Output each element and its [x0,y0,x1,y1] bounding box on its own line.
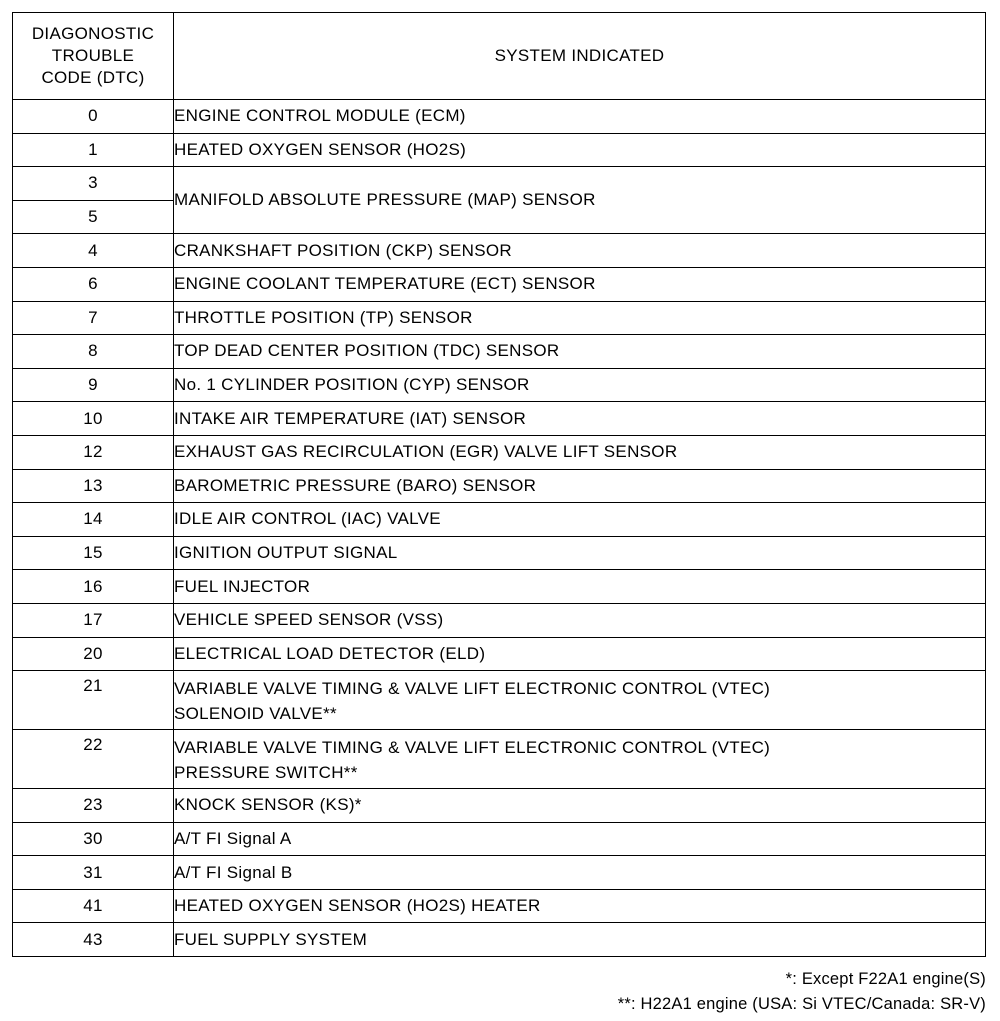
dtc-code: 12 [13,435,174,469]
table-row [13,335,986,369]
system-indicated: EXHAUST GAS RECIRCULATION (EGR) VALVE LIFT SENSOR [174,435,986,469]
header-code-line: CODE (DTC) [41,68,145,87]
header-code-line: TROUBLE [51,46,135,65]
table-row [13,570,986,604]
table-row [13,503,986,537]
table-row [13,301,986,335]
dtc-code: 41 [13,889,174,923]
footnote-except-f22a1: *: Except F22A1 engine(S) [785,970,986,988]
system-indicated: INTAKE AIR TEMPERATURE (IAT) SENSOR [174,402,986,436]
dtc-code: 4 [13,234,174,268]
table-row [13,822,986,856]
system-indicated: VEHICLE SPEED SENSOR (VSS) [174,603,986,637]
system-indicated: ELECTRICAL LOAD DETECTOR (ELD) [174,637,986,671]
dtc-table [12,12,986,957]
system-indicated: FUEL SUPPLY SYSTEM [174,923,986,957]
system-line: VARIABLE VALVE TIMING & VALVE LIFT ELECTRONIC CONTROL (VTEC) [174,679,771,699]
table-row [13,167,986,201]
system-indicated: No. 1 CYLINDER POSITION (CYP) SENSOR [174,368,986,402]
dtc-code: 7 [13,301,174,335]
system-indicated: IGNITION OUTPUT SIGNAL [174,536,986,570]
dtc-code: 0 [13,100,174,134]
system-indicated: HEATED OXYGEN SENSOR (HO2S) HEATER [174,889,986,923]
dtc-code: 3 [13,167,174,201]
header-system: SYSTEM INDICATED [174,13,986,100]
header-code-line: DIAGONOSTIC [31,24,155,43]
dtc-code: 1 [13,133,174,167]
table-row [13,402,986,436]
dtc-code: 5 [13,200,174,234]
dtc-code: 16 [13,570,174,604]
table-row [13,267,986,301]
table-row [13,603,986,637]
footnote-h22a1: **: H22A1 engine (USA: Si VTEC/Canada: SR-V) [617,995,986,1013]
system-indicated: HEATED OXYGEN SENSOR (HO2S) [174,133,986,167]
footnotes [618,967,986,1017]
system-indicated: A/T FI Signal B [174,856,986,890]
table-row [13,730,986,789]
dtc-code: 22 [13,730,174,789]
table-row [13,100,986,134]
header-code [13,13,174,100]
dtc-code: 23 [13,789,174,823]
system-indicated [174,730,986,789]
table-row [13,637,986,671]
dtc-code: 14 [13,503,174,537]
table-row [13,368,986,402]
system-indicated [174,671,986,730]
system-indicated: ENGINE COOLANT TEMPERATURE (ECT) SENSOR [174,267,986,301]
system-indicated: MANIFOLD ABSOLUTE PRESSURE (MAP) SENSOR [174,167,986,234]
dtc-code: 8 [13,335,174,369]
dtc-code: 13 [13,469,174,503]
table-row [13,789,986,823]
system-indicated: KNOCK SENSOR (KS)* [174,789,986,823]
table-row [13,889,986,923]
dtc-code: 15 [13,536,174,570]
system-indicated: CRANKSHAFT POSITION (CKP) SENSOR [174,234,986,268]
table-row [13,536,986,570]
system-indicated: TOP DEAD CENTER POSITION (TDC) SENSOR [174,335,986,369]
table-row [13,856,986,890]
system-line: SOLENOID VALVE** [174,704,337,724]
table-row [13,435,986,469]
dtc-code: 6 [13,267,174,301]
system-indicated: A/T FI Signal A [174,822,986,856]
system-indicated: IDLE AIR CONTROL (IAC) VALVE [174,503,986,537]
dtc-code: 20 [13,637,174,671]
table-row [13,133,986,167]
table-header-row [13,13,986,100]
system-line: VARIABLE VALVE TIMING & VALVE LIFT ELECTRONIC CONTROL (VTEC) [174,738,771,758]
table-row [13,923,986,957]
dtc-code: 43 [13,923,174,957]
system-line: PRESSURE SWITCH** [174,763,358,783]
system-indicated: BAROMETRIC PRESSURE (BARO) SENSOR [174,469,986,503]
system-indicated: THROTTLE POSITION (TP) SENSOR [174,301,986,335]
table-row [13,469,986,503]
system-indicated: ENGINE CONTROL MODULE (ECM) [174,100,986,134]
dtc-code: 17 [13,603,174,637]
dtc-code: 21 [13,671,174,730]
system-indicated: FUEL INJECTOR [174,570,986,604]
dtc-code: 31 [13,856,174,890]
dtc-code: 9 [13,368,174,402]
table-row [13,234,986,268]
table-row [13,671,986,730]
dtc-code: 10 [13,402,174,436]
dtc-code: 30 [13,822,174,856]
